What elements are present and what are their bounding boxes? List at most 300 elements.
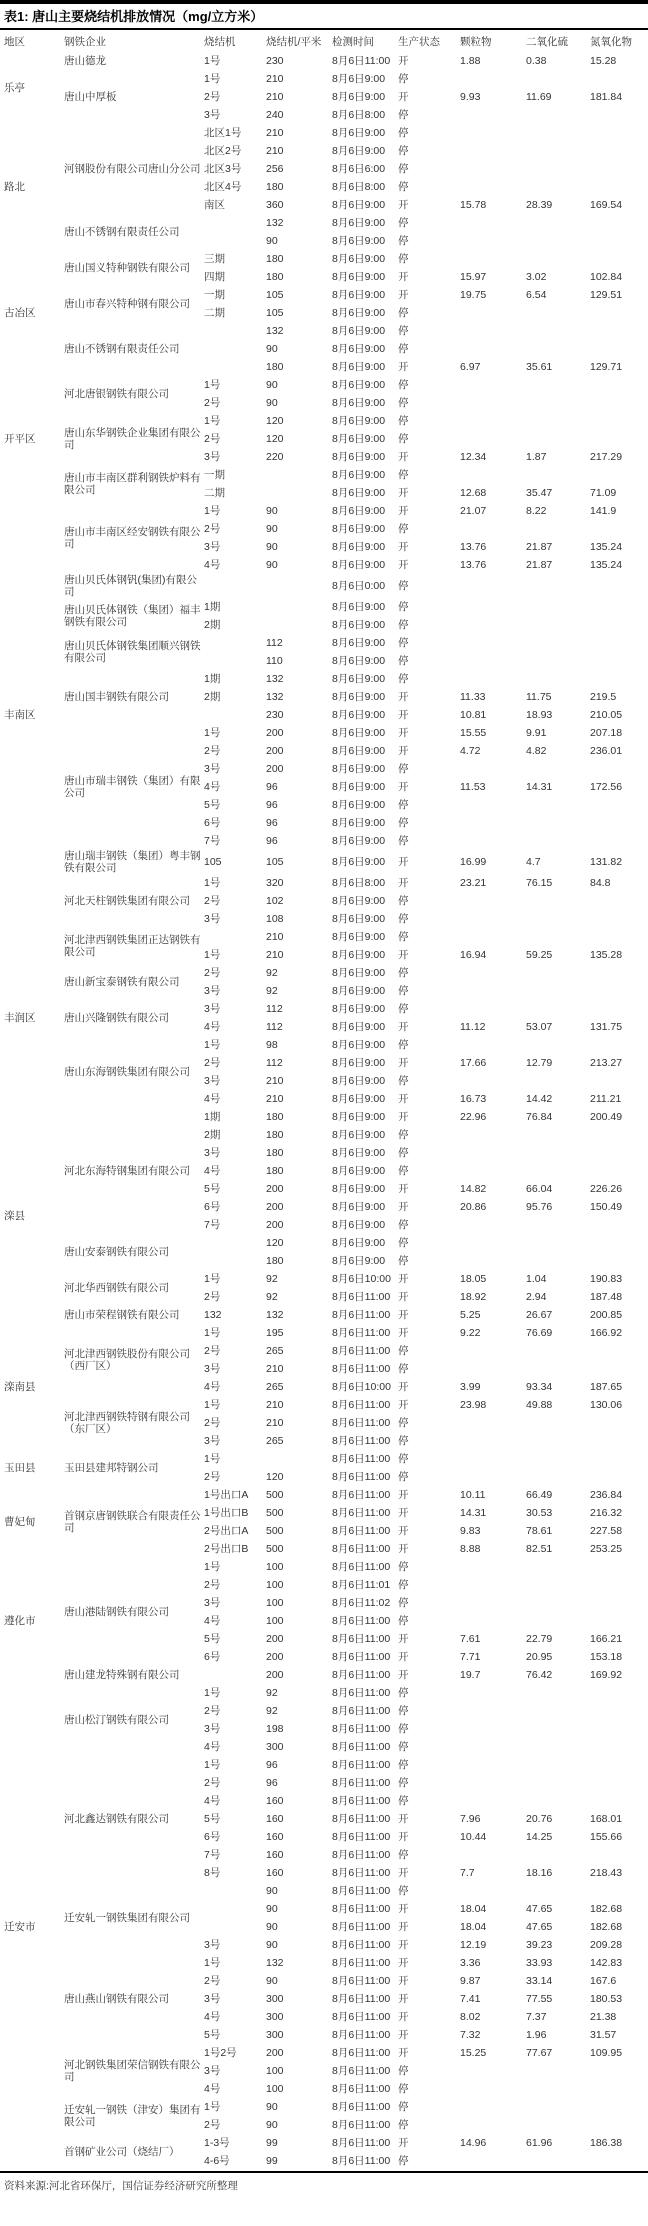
machine-cell: [204, 574, 266, 598]
time-cell: 8月6日11:00: [332, 2083, 391, 2095]
machine-cell: 南区: [204, 199, 225, 211]
status-cell: 停: [398, 2065, 409, 2077]
pm-cell: [460, 1558, 526, 1576]
nox-cell: 217.29: [590, 451, 623, 463]
company-cell: 唐山市荣程钢铁有限公司: [64, 1309, 180, 1321]
pm-cell: [460, 106, 526, 124]
machine-cell: [204, 340, 266, 358]
machine-cell: 2号: [204, 745, 221, 757]
time-cell: 8月6日9:00: [332, 1075, 386, 1087]
nox-cell: [590, 1702, 644, 1720]
so2-cell: [526, 178, 590, 196]
status-cell: 停: [398, 601, 409, 613]
status-cell: 停: [398, 1345, 409, 1357]
status-cell: 停: [398, 1435, 409, 1447]
pm-cell: [460, 1000, 526, 1018]
so2-cell: 30.53: [526, 1507, 553, 1519]
time-cell: 8月6日9:00: [332, 91, 386, 103]
status-cell: 停: [398, 1597, 409, 1609]
status-cell: 停: [398, 1687, 409, 1699]
pm-cell: [460, 1702, 526, 1720]
area-cell: 180: [266, 1147, 284, 1159]
so2-cell: [526, 376, 590, 394]
so2-cell: 11.75: [526, 691, 552, 703]
machine-cell: 5号: [204, 1183, 221, 1195]
machine-cell: 2号: [204, 1777, 221, 1789]
pm-cell: [460, 1162, 526, 1180]
pm-cell: 9.22: [460, 1327, 481, 1339]
status-cell: 开: [398, 1993, 409, 2005]
status-cell: 开: [398, 1489, 409, 1501]
area-cell: 100: [266, 2083, 284, 2095]
pm-cell: 8.88: [460, 1543, 481, 1555]
pm-cell: [460, 1036, 526, 1054]
so2-cell: 93.34: [526, 1381, 553, 1393]
time-cell: 8月6日9:00: [332, 289, 386, 301]
nox-cell: [590, 1360, 644, 1378]
table-row: [4, 1234, 644, 1252]
so2-cell: [526, 1774, 590, 1792]
area-cell: 200: [266, 1219, 284, 1231]
so2-cell: [526, 982, 590, 1000]
pm-cell: [460, 832, 526, 850]
nox-cell: [590, 892, 644, 910]
company-cell: 唐山东华钢铁企业集团有限公司: [64, 427, 201, 451]
nox-cell: [590, 1792, 644, 1810]
region-cell: 滦县: [4, 1210, 25, 1222]
pm-cell: 8.02: [460, 2011, 481, 2023]
time-cell: 8月6日9:00: [332, 601, 386, 613]
status-cell: 停: [398, 1471, 409, 1483]
time-cell: 8月6日8:00: [332, 181, 386, 193]
time-cell: 8月6日11:00: [332, 1885, 391, 1897]
so2-cell: 1.04: [526, 1273, 547, 1285]
status-cell: 停: [398, 1777, 409, 1789]
machine-cell: 2号: [204, 1057, 221, 1069]
status-cell: 开: [398, 2047, 409, 2059]
nox-cell: 131.75: [590, 1021, 623, 1033]
time-cell: 8月6日11:00: [332, 1489, 391, 1501]
column-header-8: 氮氧化物: [590, 36, 632, 48]
machine-cell: 二期: [204, 307, 225, 319]
machine-cell: [204, 652, 266, 670]
nox-cell: [590, 2152, 644, 2170]
region-cell: 乐亭: [4, 82, 25, 94]
nox-cell: [590, 1882, 644, 1900]
area-cell: 120: [266, 415, 284, 427]
pm-cell: [460, 814, 526, 832]
pm-cell: 10.44: [460, 1831, 487, 1843]
status-cell: 停: [398, 619, 409, 631]
area-cell: 200: [266, 1651, 284, 1663]
pm-cell: 21.07: [460, 505, 487, 517]
nox-cell: [590, 1576, 644, 1594]
so2-cell: [526, 814, 590, 832]
status-cell: 开: [398, 1201, 409, 1213]
area-cell: 108: [266, 913, 284, 925]
pm-cell: [460, 1072, 526, 1090]
machine-cell: 1号: [204, 877, 221, 889]
so2-cell: [526, 1738, 590, 1756]
company-cell: 唐山兴隆钢铁有限公司: [64, 1012, 169, 1024]
time-cell: 8月6日11:00: [332, 1795, 391, 1807]
area-cell: 210: [266, 1075, 284, 1087]
machine-cell: [204, 214, 266, 232]
status-cell: 停: [398, 1741, 409, 1753]
time-cell: 8月6日9:00: [332, 673, 386, 685]
pm-cell: 13.76: [460, 559, 487, 571]
pm-cell: 14.96: [460, 2137, 487, 2149]
nox-cell: 236.01: [590, 745, 623, 757]
status-cell: 停: [398, 895, 409, 907]
company-cell: 河北钢铁集团荣信钢铁有限公司: [64, 2059, 201, 2083]
nox-cell: 31.57: [590, 2029, 617, 2041]
time-cell: 8月6日11:00: [332, 1651, 391, 1663]
machine-cell: 5号: [204, 799, 221, 811]
table-row: [4, 1882, 644, 1900]
nox-cell: 207.18: [590, 727, 623, 739]
pm-cell: 3.36: [460, 1957, 481, 1969]
pm-cell: [460, 964, 526, 982]
machine-cell: 1号: [204, 1039, 221, 1051]
nox-cell: 187.48: [590, 1291, 623, 1303]
machine-cell: 4号: [204, 1021, 221, 1033]
so2-cell: [526, 322, 590, 340]
pm-cell: 17.66: [460, 1057, 487, 1069]
machine-cell: 1号: [204, 727, 221, 739]
time-cell: 8月6日11:00: [332, 1759, 391, 1771]
time-cell: 8月6日11:00: [332, 2011, 391, 2023]
time-cell: 8月6日9:00: [332, 709, 386, 721]
status-cell: 停: [398, 637, 409, 649]
area-cell: 120: [266, 1471, 284, 1483]
status-cell: 停: [398, 181, 409, 193]
machine-cell: 132: [204, 1309, 222, 1321]
table-row: [4, 1036, 644, 1054]
nox-cell: [590, 1720, 644, 1738]
area-cell: 160: [266, 1867, 284, 1879]
area-cell: 300: [266, 1741, 284, 1753]
status-cell: 开: [398, 1669, 409, 1681]
pm-cell: 23.21: [460, 877, 487, 889]
area-cell: 112: [266, 1003, 283, 1015]
so2-cell: 53.07: [526, 1021, 553, 1033]
area-cell: 200: [266, 727, 284, 739]
area-cell: 160: [266, 1813, 284, 1825]
so2-cell: [526, 1792, 590, 1810]
pm-cell: 14.82: [460, 1183, 487, 1195]
table-row: [4, 250, 644, 268]
area-cell: 100: [266, 1579, 284, 1591]
nox-cell: [590, 796, 644, 814]
machine-cell: 3号: [204, 1147, 221, 1159]
so2-cell: 11.69: [526, 91, 552, 103]
time-cell: 8月6日11:00: [332, 1435, 391, 1447]
company-cell: 唐山新宝泰钢铁有限公司: [64, 976, 180, 988]
area-cell: 100: [266, 1615, 284, 1627]
area-cell: 256: [266, 163, 284, 175]
area-cell: 92: [266, 1273, 278, 1285]
machine-cell: 北区3号: [204, 163, 242, 175]
so2-cell: [526, 652, 590, 670]
time-cell: 8月6日11:00: [332, 1939, 391, 1951]
area-cell: 210: [266, 91, 284, 103]
nox-cell: 253.25: [590, 1543, 623, 1555]
time-cell: 8月6日9:00: [332, 1111, 386, 1123]
time-cell: 8月6日9:00: [332, 1147, 386, 1159]
machine-cell: 1号: [204, 1561, 221, 1573]
so2-cell: [526, 1162, 590, 1180]
area-cell: [266, 466, 332, 484]
so2-cell: 35.61: [526, 361, 553, 373]
status-cell: 开: [398, 361, 409, 373]
time-cell: 8月6日9:00: [332, 559, 386, 571]
time-cell: 8月6日9:00: [332, 145, 386, 157]
machine-cell: 2号: [204, 1579, 221, 1591]
table-row: [4, 2098, 644, 2116]
status-cell: 停: [398, 1255, 409, 1267]
so2-cell: [526, 1720, 590, 1738]
pm-cell: [460, 376, 526, 394]
so2-cell: 7.37: [526, 2011, 547, 2023]
nox-cell: 186.38: [590, 2137, 623, 2149]
table-row: [4, 412, 644, 430]
nox-cell: [590, 340, 644, 358]
status-cell: 停: [398, 673, 409, 685]
pm-cell: [460, 1774, 526, 1792]
time-cell: 8月6日11:00: [332, 1867, 391, 1879]
area-cell: 265: [266, 1435, 284, 1447]
nox-cell: [590, 982, 644, 1000]
area-cell: 132: [266, 691, 284, 703]
so2-cell: [526, 2098, 590, 2116]
time-cell: 8月6日11:00: [332, 1687, 391, 1699]
status-cell: 开: [398, 1975, 409, 1987]
nox-cell: [590, 106, 644, 124]
pm-cell: [460, 616, 526, 634]
status-cell: 开: [398, 1111, 409, 1123]
status-cell: 开: [398, 1813, 409, 1825]
machine-cell: 3号: [204, 1723, 221, 1735]
nox-cell: [590, 1684, 644, 1702]
company-cell: 唐山建龙特殊钢有限公司: [64, 1669, 180, 1681]
status-cell: 开: [398, 1093, 409, 1105]
machine-cell: [204, 928, 266, 946]
status-cell: 开: [398, 55, 409, 67]
area-cell: 210: [266, 127, 284, 139]
pm-cell: [460, 1468, 526, 1486]
pm-cell: [460, 1882, 526, 1900]
machine-cell: 3号: [204, 451, 221, 463]
nox-cell: [590, 1252, 644, 1270]
time-cell: 8月6日11:00: [332, 55, 391, 67]
status-cell: 停: [398, 307, 409, 319]
area-cell: 500: [266, 1525, 284, 1537]
area-cell: 180: [266, 1111, 284, 1123]
so2-cell: [526, 910, 590, 928]
column-header-6: 颗粒物: [460, 36, 492, 48]
pm-cell: [460, 982, 526, 1000]
time-cell: 8月6日9:00: [332, 325, 386, 337]
machine-cell: 8号: [204, 1867, 221, 1879]
status-cell: 开: [398, 1057, 409, 1069]
company-cell: 河钢股份有限公司唐山分公司: [64, 163, 201, 175]
nox-cell: [590, 1612, 644, 1630]
area-cell: 96: [266, 1759, 278, 1771]
region-cell: 丰南区: [4, 709, 36, 721]
time-cell: 8月6日9:00: [332, 799, 386, 811]
area-cell: 230: [266, 55, 284, 67]
pm-cell: 9.93: [460, 91, 481, 103]
time-cell: 8月6日9:00: [332, 253, 386, 265]
time-cell: 8月6日9:00: [332, 745, 386, 757]
area-cell: 102: [266, 895, 284, 907]
pm-cell: [460, 652, 526, 670]
time-cell: 8月6日9:00: [332, 343, 386, 355]
status-cell: 停: [398, 2083, 409, 2095]
region-cell: 丰润区: [4, 1012, 36, 1024]
so2-cell: 33.14: [526, 1975, 553, 1987]
column-header-3: 烧结机/平米: [266, 36, 322, 48]
machine-cell: 6号: [204, 817, 221, 829]
pm-cell: 7.61: [460, 1633, 481, 1645]
nox-cell: [590, 394, 644, 412]
status-cell: 开: [398, 1291, 409, 1303]
so2-cell: 21.87: [526, 559, 553, 571]
area-cell: 90: [266, 1921, 278, 1933]
so2-cell: [526, 214, 590, 232]
nox-cell: [590, 928, 644, 946]
area-cell: 96: [266, 781, 278, 793]
nox-cell: [590, 574, 644, 598]
machine-cell: 3号: [204, 1363, 221, 1375]
status-cell: 停: [398, 415, 409, 427]
table-row: [4, 928, 644, 946]
time-cell: 8月6日11:01: [332, 1579, 391, 1591]
company-cell: 唐山市丰南区群利钢铁炉料有限公司: [64, 472, 201, 496]
status-cell: 开: [398, 949, 409, 961]
so2-cell: 2.94: [526, 1291, 547, 1303]
company-cell: 唐山国义特种钢铁有限公司: [64, 262, 190, 274]
nox-cell: 226.26: [590, 1183, 623, 1195]
status-cell: 停: [398, 235, 409, 247]
pm-cell: 7.71: [460, 1651, 481, 1663]
area-cell: 180: [266, 181, 284, 193]
time-cell: 8月6日11:00: [332, 2101, 391, 2113]
machine-cell: [204, 1900, 266, 1918]
area-cell: 220: [266, 451, 284, 463]
table-row: [4, 124, 644, 142]
time-cell: 8月6日11:00: [332, 1309, 391, 1321]
status-cell: 停: [398, 1147, 409, 1159]
area-cell: 99: [266, 2155, 278, 2167]
nox-cell: [590, 376, 644, 394]
nox-cell: 21.38: [590, 2011, 617, 2023]
pm-cell: 7.41: [460, 1993, 481, 2005]
table-row: [4, 1450, 644, 1468]
area-cell: 195: [266, 1327, 284, 1339]
company-cell: 唐山德龙: [64, 55, 106, 67]
time-cell: 8月6日11:00: [332, 1741, 391, 1753]
status-cell: 开: [398, 1327, 409, 1339]
company-cell: 唐山燕山钢铁有限公司: [64, 1993, 169, 2005]
so2-cell: [526, 340, 590, 358]
so2-cell: 18.16: [526, 1867, 553, 1879]
pm-cell: [460, 1756, 526, 1774]
so2-cell: [526, 964, 590, 982]
pm-cell: [460, 1414, 526, 1432]
time-cell: 8月6日9:00: [332, 397, 386, 409]
nox-cell: 129.51: [590, 289, 623, 301]
machine-cell: 二期: [204, 487, 225, 499]
time-cell: 8月6日11:00: [332, 1291, 391, 1303]
table-row: [4, 874, 644, 892]
pm-cell: [460, 2080, 526, 2098]
machine-cell: 四期: [204, 271, 225, 283]
so2-cell: 9.91: [526, 727, 547, 739]
so2-cell: 33.93: [526, 1957, 553, 1969]
machine-cell: 1号: [204, 1273, 221, 1285]
machine-cell: 6号: [204, 1831, 221, 1843]
status-cell: 停: [398, 1705, 409, 1717]
pm-cell: [460, 160, 526, 178]
so2-cell: [526, 142, 590, 160]
area-cell: 265: [266, 1345, 284, 1357]
status-cell: 开: [398, 1021, 409, 1033]
pm-cell: [460, 214, 526, 232]
machine-cell: 3号: [204, 985, 221, 997]
area-cell: [266, 598, 332, 616]
so2-cell: 28.39: [526, 199, 553, 211]
pm-cell: [460, 892, 526, 910]
area-cell: 92: [266, 985, 278, 997]
status-cell: 停: [398, 2101, 409, 2113]
table-row: [4, 2044, 644, 2062]
status-cell: 开: [398, 1273, 409, 1285]
area-cell: 180: [266, 253, 284, 265]
time-cell: 8月6日9:00: [332, 235, 386, 247]
area-cell: 160: [266, 1831, 284, 1843]
pm-cell: 15.97: [460, 271, 487, 283]
machine-cell: 1号: [204, 415, 221, 427]
so2-cell: [526, 1612, 590, 1630]
company-cell: 唐山不锈钢有限责任公司: [64, 343, 180, 355]
time-cell: 8月6日11:02: [332, 1597, 391, 1609]
pm-cell: 11.53: [460, 781, 486, 793]
so2-cell: [526, 394, 590, 412]
area-cell: 132: [266, 325, 284, 337]
machine-cell: 5号: [204, 1813, 221, 1825]
nox-cell: 213.27: [590, 1057, 623, 1069]
time-cell: 8月6日11:00: [332, 1633, 391, 1645]
nox-cell: [590, 616, 644, 634]
time-cell: 8月6日9:00: [332, 1255, 386, 1267]
nox-cell: [590, 142, 644, 160]
pm-cell: [460, 142, 526, 160]
status-cell: 停: [398, 1237, 409, 1249]
nox-cell: [590, 1558, 644, 1576]
time-cell: 8月6日11:00: [332, 2047, 391, 2059]
pm-cell: 14.31: [460, 1507, 487, 1519]
so2-cell: [526, 1126, 590, 1144]
pm-cell: [460, 1576, 526, 1594]
status-cell: 停: [398, 523, 409, 535]
table-header-row: [4, 30, 644, 52]
so2-cell: 3.02: [526, 271, 547, 283]
pm-cell: 18.92: [460, 1291, 487, 1303]
machine-cell: 1号: [204, 1957, 221, 1969]
time-cell: 8月6日9:00: [332, 307, 386, 319]
